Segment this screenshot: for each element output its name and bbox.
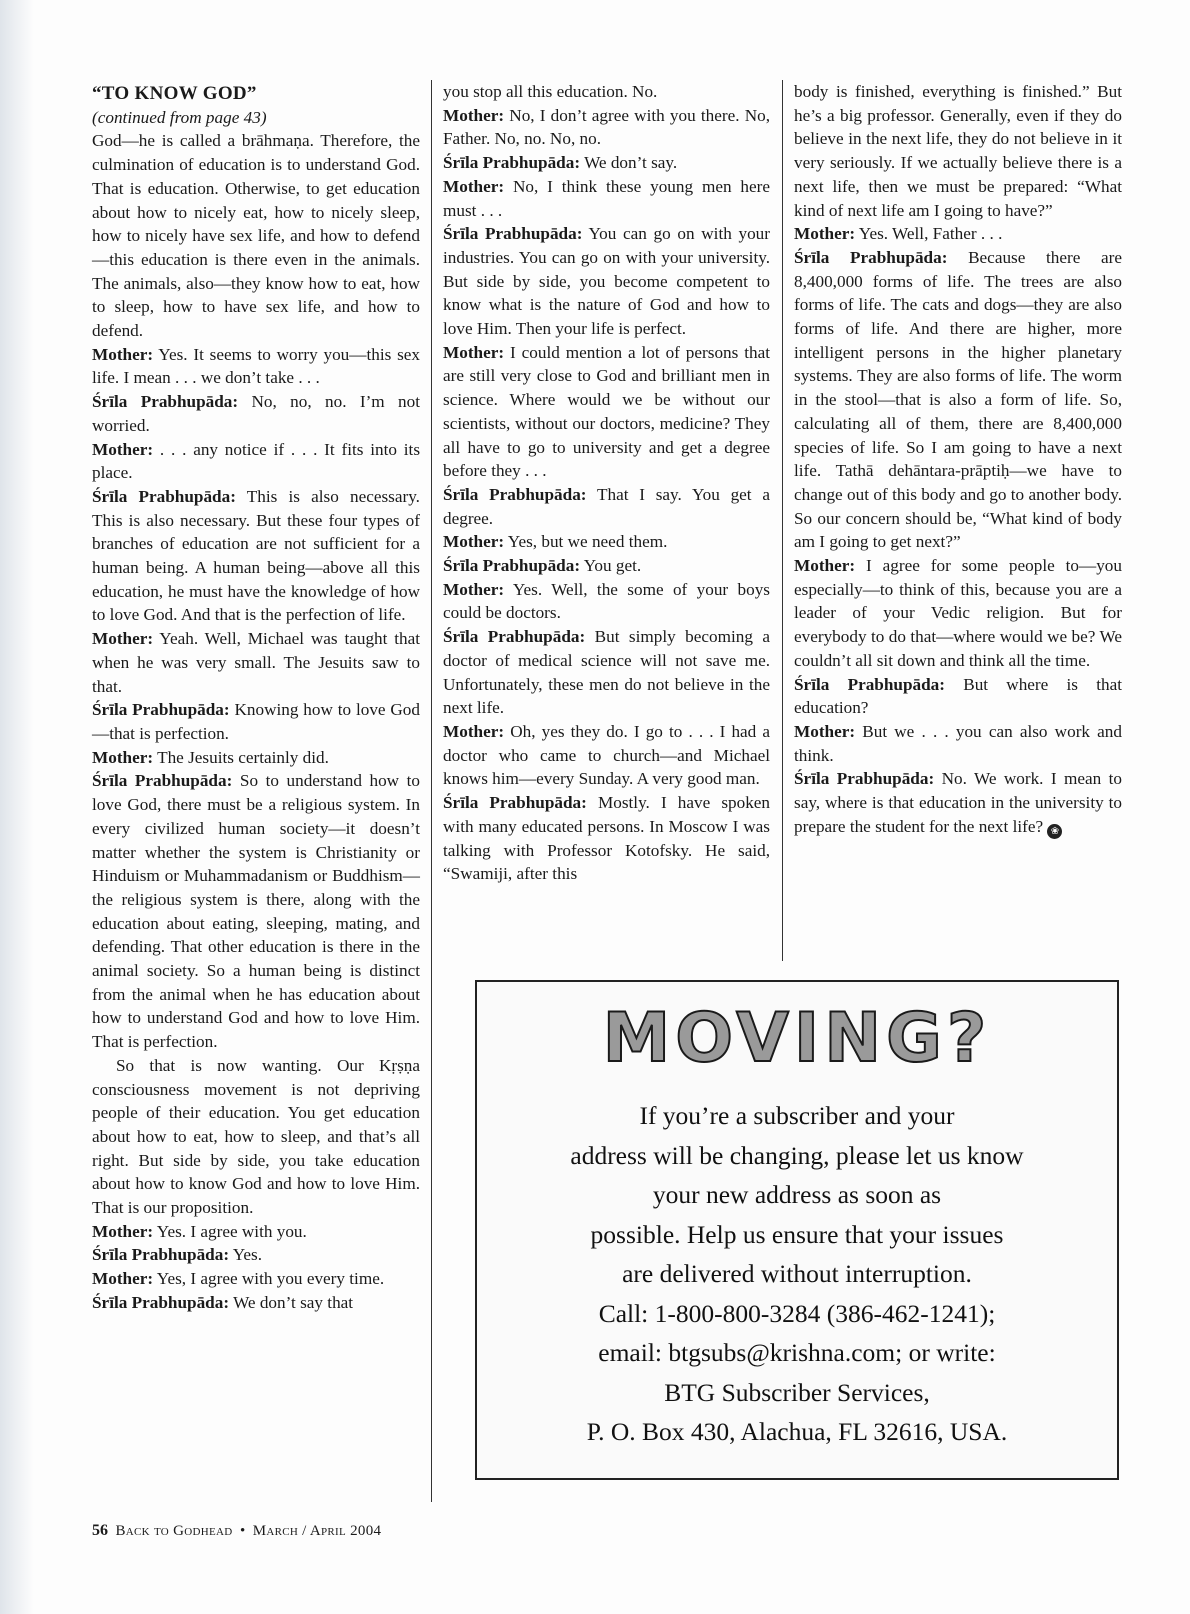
dialogue-paragraph: [443, 483, 770, 530]
article-column-2: [443, 80, 770, 886]
speaker-name: Mother:: [443, 532, 505, 552]
end-mark-icon: ❀: [1047, 824, 1062, 839]
ad-address-line: P. O. Box 430, Alachua, FL 32616, USA.: [586, 1417, 1008, 1446]
dialogue-paragraph: [92, 698, 420, 745]
paragraph-text: You can go on with your industries. You can go on with your university. But side by side, you become competent to know what is the nature of God and how to love Him. Then your life is perfect.: [443, 224, 770, 339]
speaker-name: Mother:: [443, 176, 505, 196]
paragraph-text: Mostly. I have spoken with many educated persons. In Moscow I was talking with Professor Kotofsky. He said, “Swamiji, after this: [443, 793, 771, 884]
issue-date: March / April 2004: [252, 1523, 382, 1539]
ad-body: [477, 1096, 1117, 1452]
page-number: 56: [92, 1522, 108, 1539]
speaker-name: Mother:: [92, 344, 154, 364]
dialogue-paragraph: [92, 343, 420, 390]
paragraph-text: You get.: [583, 556, 642, 576]
paragraph-text: Yes. It seems to worry you—this sex life. I mean . . . we don’t take . . .: [92, 344, 420, 388]
ad-line: If you’re a subscriber and your: [639, 1101, 955, 1130]
dialogue-paragraph: [443, 530, 770, 554]
paragraph-text: But simply becoming a doctor of medical science will not save me. Unfortunately, these men do not believe in the next life.: [443, 627, 770, 718]
paragraph-text: That I say. You get a degree.: [443, 484, 770, 528]
paragraph-text: Yes. Well, Father . . .: [858, 224, 1003, 244]
text-paragraph: [92, 129, 420, 342]
dialogue-paragraph: [92, 627, 420, 698]
dialogue-paragraph: [794, 673, 1122, 720]
ad-line: address will be changing, please let us know: [570, 1140, 1024, 1170]
paragraph-text: body is finished, everything is finished.” But he’s a big professor. Generally, even if they do believe in the next life, they do not believe in it very seriously. If we actually believe there is a next life, then we must be prepared: “What kind of next life am I going to have?”: [794, 82, 1122, 220]
ad-line: your new address as soon as: [652, 1180, 942, 1209]
text-paragraph: [92, 1054, 420, 1220]
speaker-name: Śrīla Prabhupāda:: [443, 484, 587, 504]
text-paragraph: [794, 80, 1122, 222]
speaker-name: Mother:: [92, 1269, 154, 1289]
dialogue-paragraph: [443, 175, 770, 222]
column-1-body: [92, 129, 420, 1314]
speaker-name: Mother:: [92, 1221, 154, 1241]
ad-line: are delivered without interruption.: [622, 1259, 972, 1288]
dialogue-paragraph: [794, 554, 1122, 673]
moving-advertisement: [475, 980, 1119, 1480]
dialogue-paragraph: [92, 1220, 420, 1244]
paragraph-text: God—he is called a brāhmaṇa. Therefore, the culmination of education is to understand God. That is education. Otherwise, to get education about how to nicely eat, how to nicely sleep, how to nicely have sex life, and how to defend—this education is there even in the animals. The animals, also—they know how to eat, how to sleep, how to have sex life, and how to defend.: [92, 131, 420, 341]
speaker-name: Śrīla Prabhupāda:: [92, 771, 233, 791]
speaker-name: Mother:: [92, 629, 154, 649]
speaker-name: Mother:: [794, 224, 856, 244]
paragraph-text: Oh, yes they do. I go to . . . I had a doctor who came to church—and Michael knows him—every Sunday. A very good man.: [443, 721, 771, 789]
speaker-name: Śrīla Prabhupāda:: [92, 700, 230, 720]
column-2-body: [443, 80, 770, 886]
paragraph-text: I agree for some people to—you especially—to think of this, because you are a leader of your Vedic religion. But for everybody to do that—where would we be? We couldn’t all sit down and think all the time.: [794, 556, 1122, 670]
dialogue-paragraph: [443, 625, 770, 720]
speaker-name: Śrīla Prabhupāda:: [92, 486, 236, 506]
speaker-name: Śrīla Prabhupāda:: [92, 1245, 230, 1265]
speaker-name: Śrīla Prabhupāda:: [443, 627, 586, 647]
paragraph-text: Yes.: [232, 1245, 263, 1265]
dialogue-paragraph: [794, 720, 1122, 767]
dialogue-paragraph: [443, 578, 770, 625]
speaker-name: Śrīla Prabhupāda:: [443, 556, 581, 576]
article-headline: “TO KNOW GOD”: [92, 83, 257, 104]
speaker-name: Mother:: [794, 721, 856, 741]
paragraph-text: We don’t say that: [233, 1292, 354, 1312]
speaker-name: Mother:: [443, 721, 505, 741]
text-paragraph: [443, 80, 770, 104]
dialogue-paragraph: [443, 720, 770, 791]
paragraph-text: No. We work. I mean to say, where is that education in the university to prepare the student for the next life?: [794, 769, 1122, 836]
paragraph-text: Knowing how to love God—that is perfection.: [92, 700, 420, 743]
page-footer: [92, 1522, 381, 1540]
paragraph-text: Because there are 8,400,000 forms of life. The trees are also forms of life. The cats and dogs—they are also forms of life. And there are higher, more intelligent persons in the higher planetary systems. They are also forms of life. The worm in the stool—that is also a form of life. So, calculating all of them, there are 8,400,000 species of life. So I am going to have a next life. Tathā dehāntara-prāptiḥ—we have to change out of this body and go to another body. So our concern should be, “What kind of body am I going to get next?”: [794, 247, 1123, 552]
paragraph-text: Yes. I agree with you.: [156, 1221, 307, 1241]
paragraph-text: . . . any notice if . . . It fits into its place.: [92, 439, 421, 483]
column-3-body: [794, 80, 1122, 839]
ad-title: MOVING?: [602, 999, 992, 1078]
paragraph-text: No, no, no. I’m not worried.: [92, 392, 420, 435]
dialogue-paragraph: [92, 485, 420, 627]
paragraph-text: Yes, but we need them.: [507, 532, 668, 552]
paragraph-text: So to understand how to love God, there must be a religious system. In every civilized human society—it doesn’t matter whether the system is Christianity or Hinduism or Muhammadanism or Buddhism—the religious system is there, along with the education about eating, sleeping, mating, and defending. That other education is there in the animal society. So a human being is distinct from the animal when he has education about how to understand God and how to love Him. That is perfection.: [92, 771, 421, 1052]
dialogue-paragraph: [443, 151, 770, 175]
article-column-3: [794, 80, 1122, 839]
ad-email-line: email: btgsubs@krishna.com; or write:: [598, 1338, 996, 1367]
speaker-name: Śrīla Prabhupāda:: [443, 153, 581, 173]
paragraph-text: But where is that education?: [794, 674, 1122, 718]
page-edge-shadow: [0, 0, 34, 1614]
dialogue-paragraph: [92, 746, 420, 770]
dialogue-paragraph: [443, 104, 770, 151]
column-divider-1: [431, 80, 432, 1502]
speaker-name: Śrīla Prabhupāda:: [794, 247, 948, 267]
paragraph-text: Yes, I agree with you every time.: [156, 1269, 385, 1289]
paragraph-text: you stop all this education. No.: [443, 82, 658, 101]
speaker-name: Śrīla Prabhupāda:: [443, 224, 583, 244]
paragraph-text: Yeah. Well, Michael was taught that when he was very small. The Jesuits saw to that.: [92, 629, 420, 696]
ad-line: possible. Help us ensure that your issues: [590, 1219, 1004, 1249]
dialogue-paragraph: [443, 341, 770, 483]
speaker-name: Śrīla Prabhupāda:: [794, 769, 935, 789]
speaker-name: Mother:: [443, 105, 505, 125]
dialogue-paragraph: [92, 1267, 420, 1291]
dialogue-paragraph: [92, 1243, 420, 1267]
speaker-name: Śrīla Prabhupāda:: [92, 392, 239, 412]
ad-phone-line: Call: 1-800-800-3284 (386-462-1241);: [598, 1298, 996, 1328]
article-column-1: [92, 82, 420, 1315]
speaker-name: Śrīla Prabhupāda:: [443, 793, 587, 813]
paragraph-text: The Jesuits certainly did.: [157, 747, 329, 767]
dialogue-paragraph: [443, 791, 770, 886]
paragraph-text: We don’t say.: [584, 153, 678, 173]
paragraph-text: But we . . . you can also work and think.: [794, 721, 1122, 765]
paragraph-text: I could mention a lot of persons that are still very close to God and brilliant men in science. Where would we be without our scientists, without our doctors, medicine? They all have to go to university and get a degree before they . . .: [443, 342, 770, 481]
dialogue-paragraph: [92, 769, 420, 1053]
speaker-name: Mother:: [794, 556, 856, 576]
dialogue-paragraph: [794, 767, 1122, 838]
dialogue-paragraph: [794, 246, 1122, 554]
speaker-name: Mother:: [443, 579, 505, 599]
dialogue-paragraph: [92, 390, 420, 437]
speaker-name: Mother:: [92, 747, 154, 767]
paragraph-text: Yes. Well, the some of your boys could be doctors.: [443, 579, 770, 623]
continued-note: (continued from page 43): [92, 107, 267, 127]
paragraph-text: No, I think these young men here must . . .: [443, 176, 770, 220]
dialogue-paragraph: [443, 222, 770, 341]
dialogue-paragraph: [443, 554, 770, 578]
speaker-name: Mother:: [92, 439, 154, 459]
paragraph-text: No, I don’t agree with you there. No, Father. No, no. No, no.: [443, 105, 770, 149]
magazine-name: Back to Godhead: [115, 1523, 233, 1539]
ad-address-line: BTG Subscriber Services,: [664, 1377, 930, 1407]
speaker-name: Śrīla Prabhupāda:: [92, 1292, 230, 1312]
speaker-name: Mother:: [443, 342, 505, 362]
column-divider-2: [782, 80, 783, 961]
speaker-name: Śrīla Prabhupāda:: [794, 674, 945, 694]
paragraph-text: This is also necessary. This is also necessary. But these four types of branches of education are not sufficient for a human being. A human being—above all this education, he must have the knowledge of how to love God. And that is the perfection of life.: [92, 486, 420, 625]
dialogue-paragraph: [92, 438, 420, 485]
paragraph-text: So that is now wanting. Our Kṛṣṇa consciousness movement is not depriving people of their education. You get education about how to eat, how to sleep, and that’s all right. But side by side, you take education about how to know God and how to love Him. That is our proposition.: [92, 1055, 420, 1218]
dialogue-paragraph: [794, 222, 1122, 246]
dialogue-paragraph: [92, 1291, 420, 1315]
footer-separator: •: [239, 1523, 246, 1539]
